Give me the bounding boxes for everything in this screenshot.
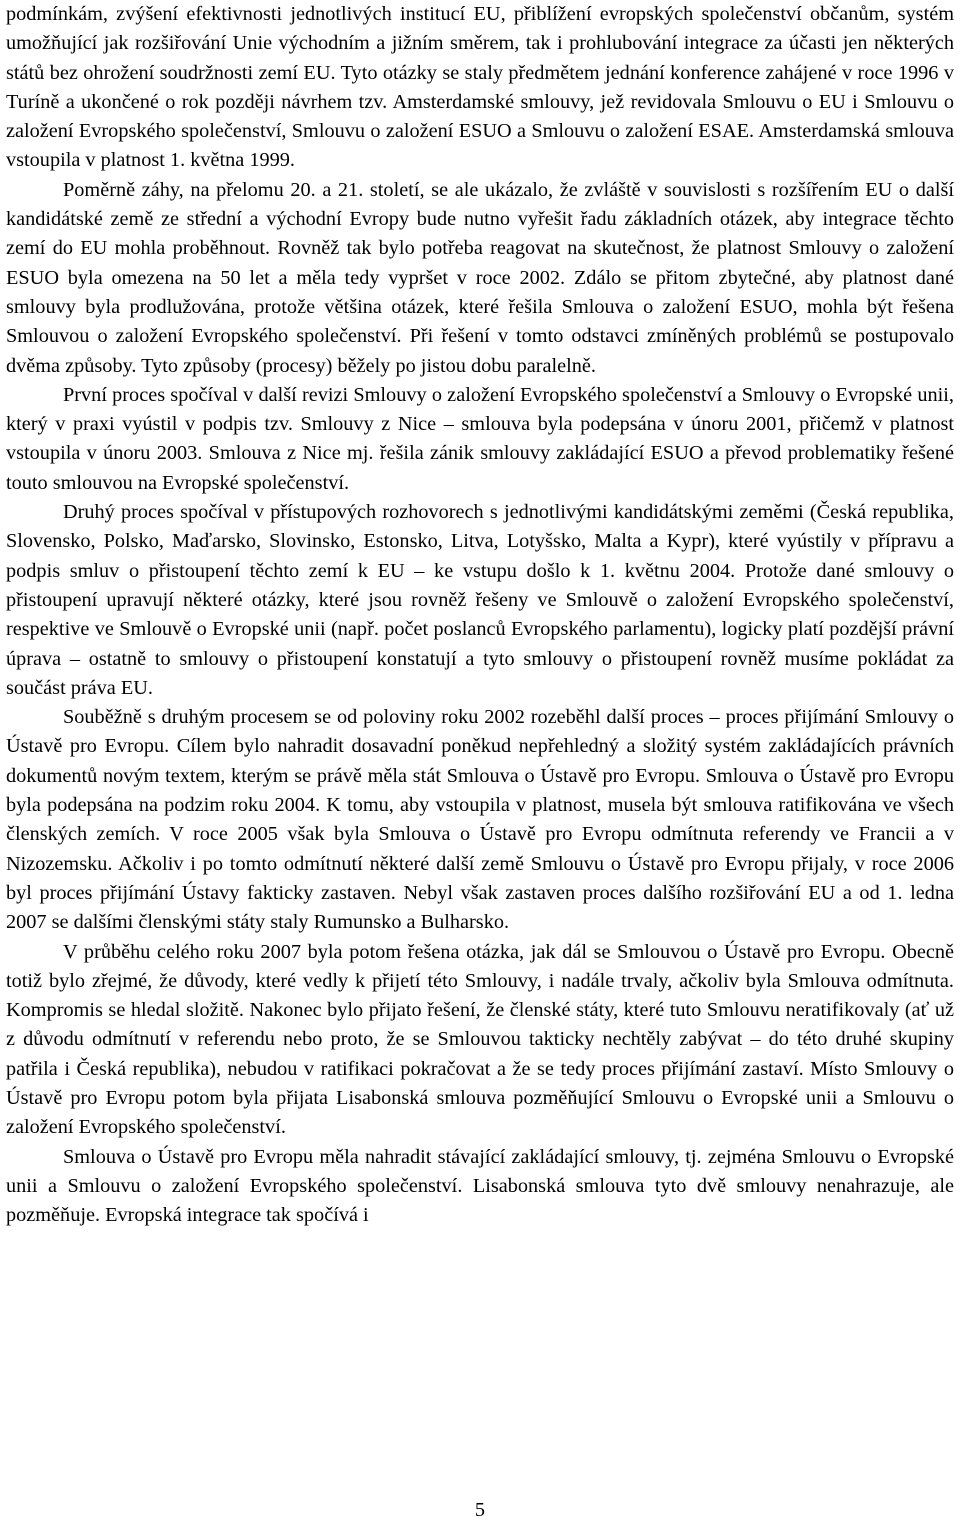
paragraph-3: První proces spočíval v další revizi Smlouvy o založení Evropského společenství a Smlouvy o Evropské unii, který v praxi vyústil v podpis tzv. Smlouvy z Nice – smlouva byla podepsána v únoru 2001, přičemž v platnost vstoupila v únoru 2003. Smlouva z Nice mj. řešila zánik smlouvy zakládající ESUO a převod problematiky řešené touto smlouvou na Evropské společenství.: [6, 383, 954, 494]
paragraph-5: Souběžně s druhým procesem se od poloviny roku 2002 rozeběhl další proces – proces přijímání Smlouvy o Ústavě pro Evropu. Cílem bylo nahradit dosavadní poněkud nepřehledný a složitý systém zakládajících právních dokumentů novým textem, kterým se právě měla stát Smlouva o Ústavě pro Evropu. Smlouva o Ústavě pro Evropu byla podepsána na podzim roku 2004. K tomu, aby vstoupila v platnost, musela být smlouva ratifikována ve všech členských zemích. V roce 2005 však byla Smlouva o Ústavě pro Evropu odmítnuta referendy ve Francii a v Nizozemsku. Ačkoliv i po tomto odmítnutí některé další země Smlouvu o Ústavě pro Evropu přijaly, v roce 2006 byl proces přijímání Ústavy fakticky zastaven. Nebyl však zastaven proces dalšího rozšiřování EU a od 1. ledna 2007 se dalšími členskými státy staly Rumunsko a Bulharsko.: [6, 706, 954, 934]
paragraph-4: Druhý proces spočíval v přístupových rozhovorech s jednotlivými kandidátskými zeměmi (Česká republika, Slovensko, Polsko, Maďarsko, Slovinsko, Estonsko, Litva, Lotyšsko, Malta a Kypr), které vyústily v přípravu a podpis smluv o přistoupení těchto zemí k EU – ke vstupu došlo k 1. květnu 2004. Protože dané smlouvy o přistoupení upravují některé otázky, které jsou rovněž řešeny ve Smlouvě o založení Evropského společenství, respektive ve Smlouvě o Evropské unii (např. počet poslanců Evropského parlamentu), logicky platí pozdější právní úprava – ostatně to smlouvy o přistoupení konstatují a tyto smlouvy o přistoupení rovněž musíme pokládat za součást práva EU.: [6, 501, 954, 699]
paragraph-7: Smlouva o Ústavě pro Evropu měla nahradit stávající zakládající smlouvy, tj. zejména Smlouvu o Evropské unii a Smlouvu o založení Evropského společenství. Lisabonská smlouva tyto dvě smlouvy nenahrazuje, ale pozměňuje. Evropská integrace tak spočívá i: [6, 1145, 954, 1227]
paragraph-6: V průběhu celého roku 2007 byla potom řešena otázka, jak dál se Smlouvou o Ústavě pro Evropu. Obecně totiž bylo zřejmé, že důvody, které vedly k přijetí této Smlouvy, i nadále trvaly, ačkoliv byla Smlouva odmítnuta. Kompromis se hledal složitě. Nakonec bylo přijato řešení, že členské státy, které tuto Smlouvu neratifikovaly (ať už z důvodu odmítnutí v referendu nebo proto, že se Smlouvou takticky nechtěly zabývat – do této druhé skupiny patřila i Česká republika), nebudou v ratifikaci pokračovat a že se tedy proces přijímání zastaví. Místo Smlouvy o Ústavě pro Evropu potom byla přijata Lisabonská smlouva pozměňující Smlouvu o Evropské unii a Smlouvu o založení Evropského společenství.: [6, 940, 954, 1139]
page-number: 5: [474, 1499, 486, 1521]
paragraph-2: Poměrně záhy, na přelomu 20. a 21. století, se ale ukázalo, že zvláště v souvislosti s rozšířením EU o další kandidátské země ze střední a východní Evropy bude nutno vyřešit řadu základních otázek, aby integrace těchto zemí do EU mohla proběhnout. Rovněž tak bylo potřeba reagovat na skutečnost, že platnost Smlouvy o založení ESUO byla omezena na 50 let a měla tedy vypršet v roce 2002. Zdálo se přitom zbytečné, aby platnost dané smlouvy byla prodlužována, protože většina otázek, které řešila Smlouva o založení ESUO, mohla být řešena Smlouvou o založení Evropského společenství. Při řešení v tomto odstavci zmíněných problémů se postupovalo dvěma způsoby. Tyto způsoby (procesy) běžely po jistou dobu paralelně.: [6, 178, 954, 377]
paragraph-1: podmínkám, zvýšení efektivnosti jednotlivých institucí EU, přiblížení evropských společenství občanům, systém umožňující jak rozšiřování Unie východním a jižním směrem, tak i prohlubování integrace za účasti jen některých států bez ohrožení soudržnosti zemí EU. Tyto otázky se staly předmětem jednání konference zahájené v roce 1996 v Turíně a ukončené o rok později návrhem tzv. Amsterdamské smlouvy, jež revidovala Smlouvu o EU i Smlouvu o založení Evropského společenství, Smlouvu o založení ESUO a Smlouvu o založení ESAE. Amsterdamská smlouva vstoupila v platnost 1. května 1999.: [6, 3, 954, 172]
